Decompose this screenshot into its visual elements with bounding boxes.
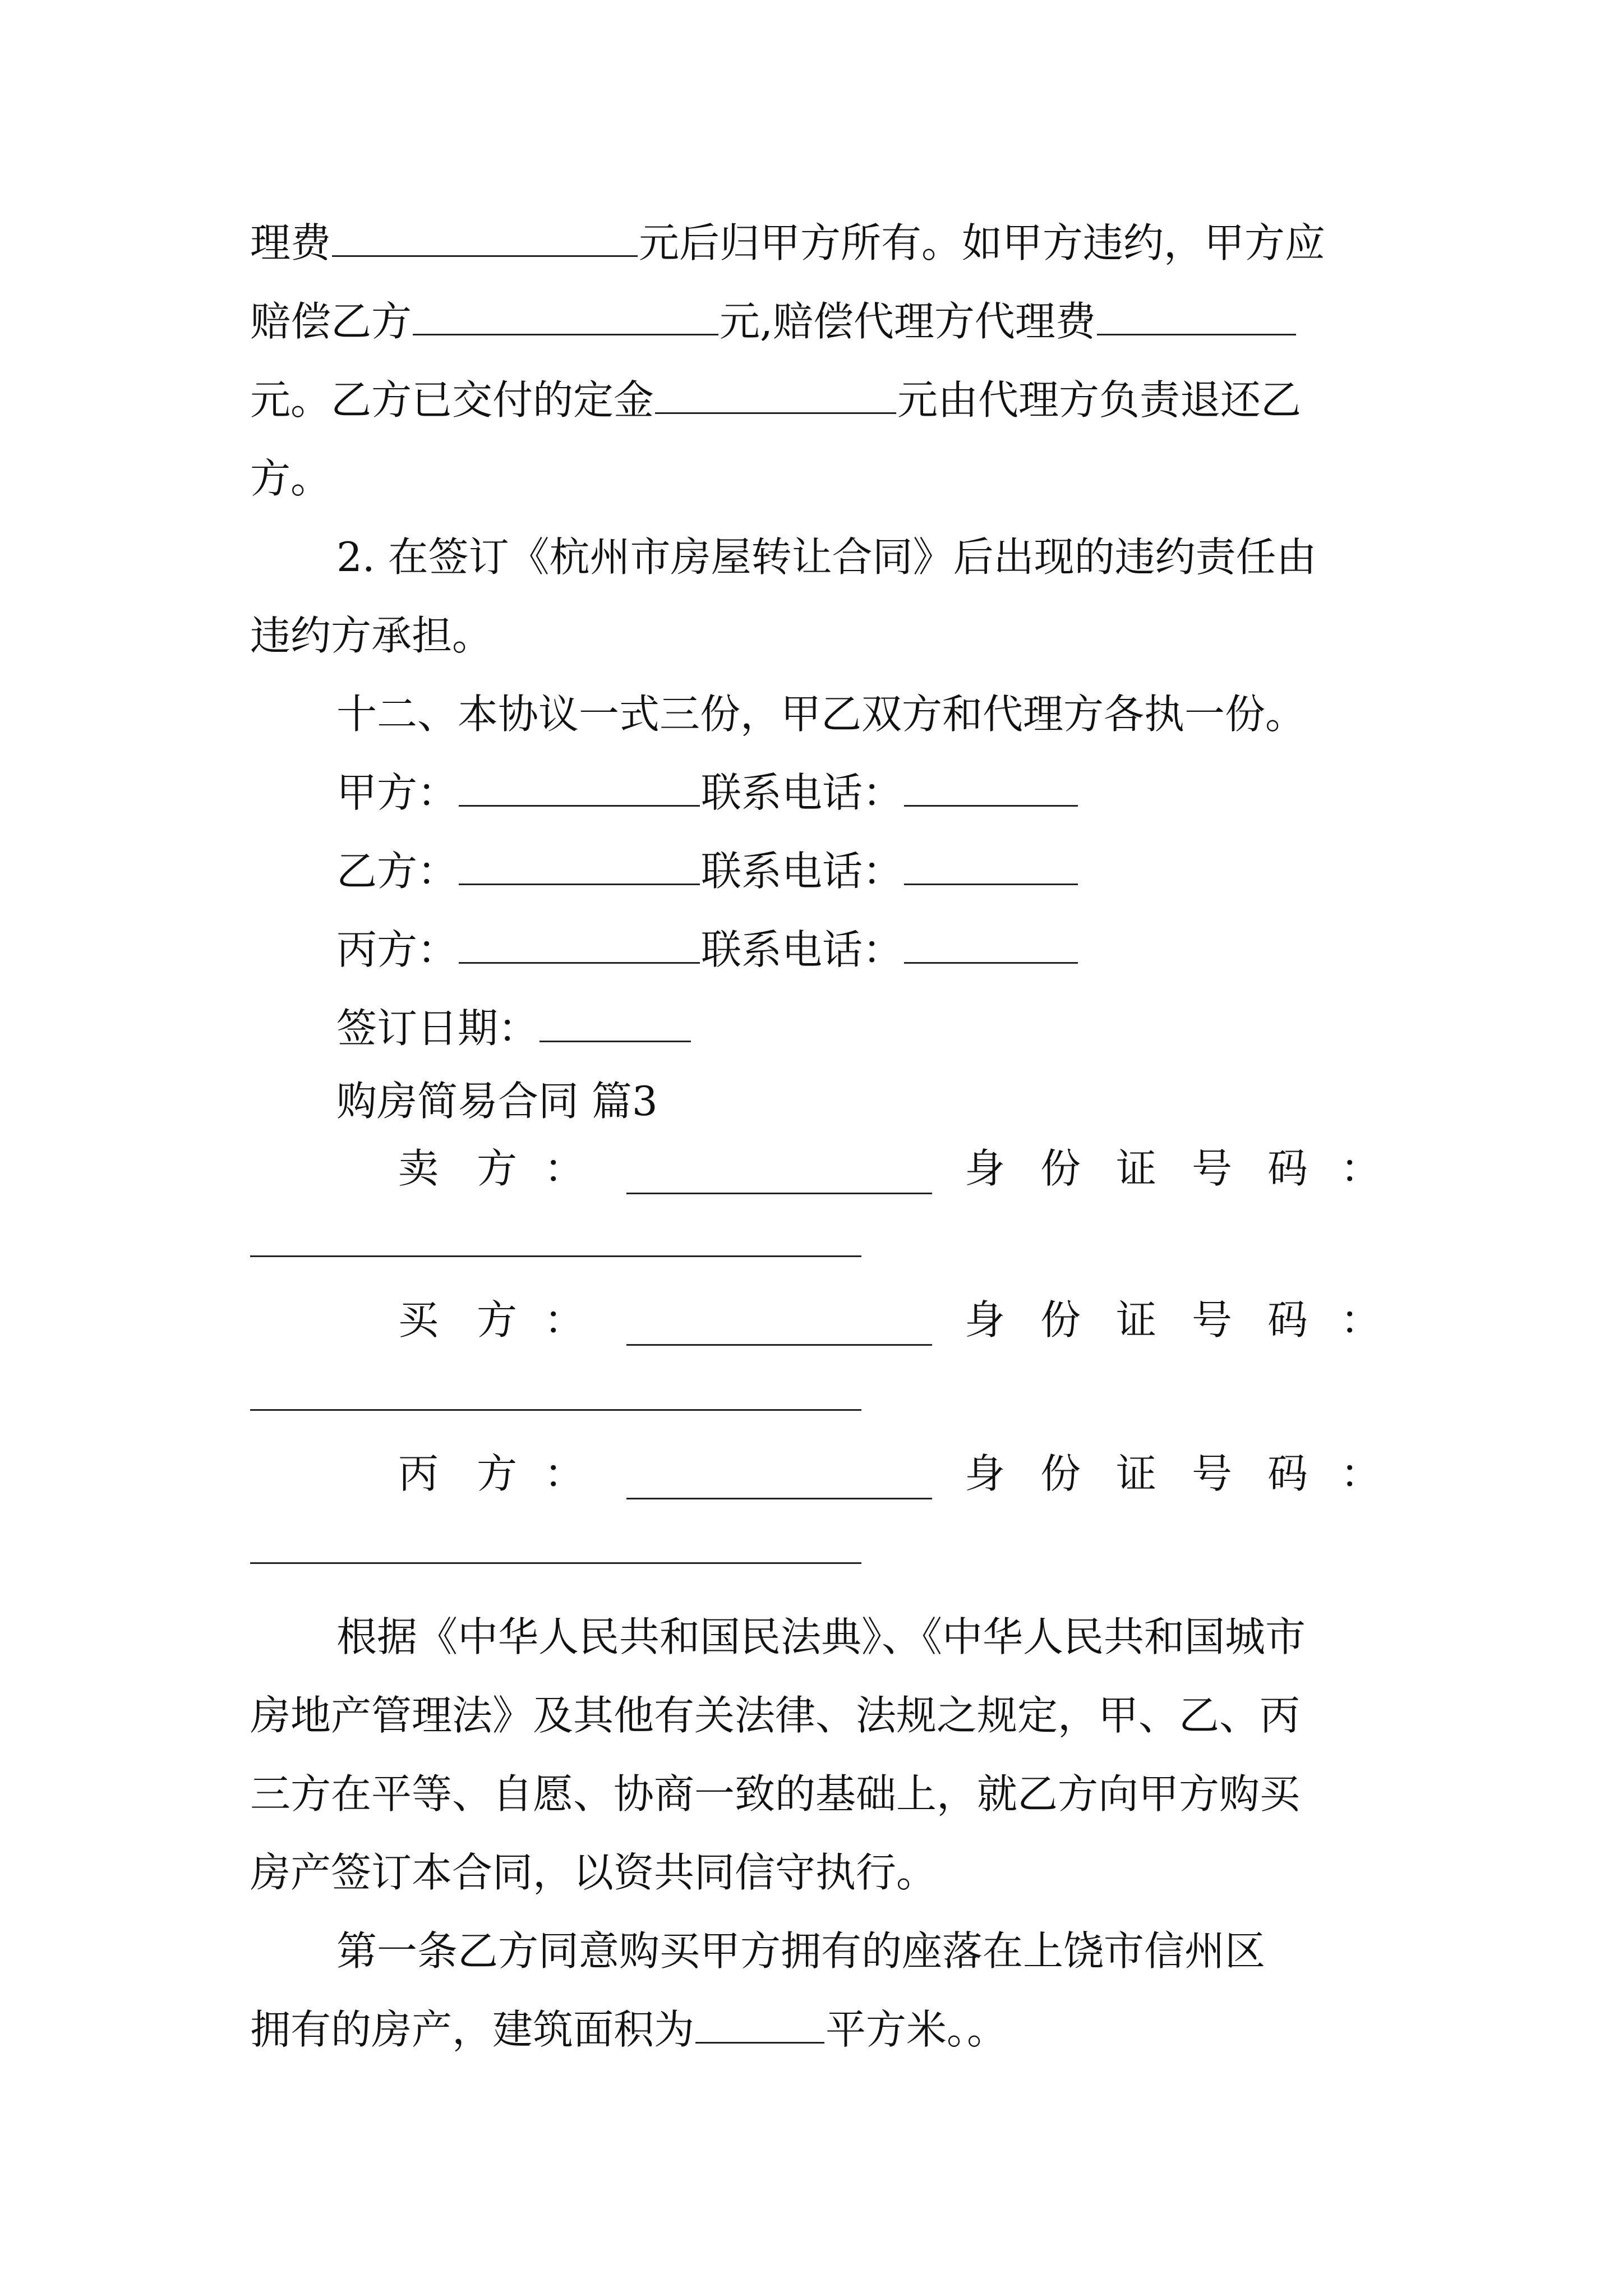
blank-field [655,378,896,414]
para4-line4 [250,1842,937,1903]
blank-field [413,299,718,335]
id-row-char: 方 [477,1450,518,1497]
para4-line3 [250,1763,1300,1825]
id-number-blank [250,1255,861,1257]
phone-label: 联系电话： [701,769,903,816]
id-number-blank [250,1562,861,1564]
text-fragment: 十二、本协议一式三份，甲乙双方和代理方各执一份。 [336,691,1306,738]
id-row-char: 证 [1116,1450,1157,1497]
phone-blank [904,849,1078,885]
para2-line1 [336,526,1317,588]
party-name-blank [459,927,700,964]
id-row-char: ： [1340,1296,1381,1343]
text-fragment: 方。 [250,455,331,502]
sign-date-row [336,997,692,1059]
text-fragment: 2. 在签订《杭州市房屋转让合同》后出现的违约责任由 [336,533,1317,581]
party-label: 丙方： [336,926,458,973]
phone-blank [904,770,1078,807]
id-row-char: ： [1340,1145,1381,1192]
area-blank [695,2007,824,2044]
id-row-char: 份 [1040,1296,1081,1343]
section-title [336,1070,658,1132]
text-fragment: 元,赔偿代理方代理费 [720,298,1096,345]
id-row-char: ： [544,1145,585,1192]
phone-blank [904,927,1078,964]
id-row-third-party [398,1443,1380,1504]
party-label: 乙方： [336,848,458,895]
text-fragment: 平方米。。 [826,2006,1008,2053]
para1-line3 [250,369,1301,431]
name-blank [626,1309,932,1346]
text-fragment: 赔偿乙方 [250,298,412,345]
id-row-char: 身 [965,1145,1006,1192]
id-row-char: 码 [1267,1296,1308,1343]
text-fragment: 房产签订本合同，以资共同信守执行。 [250,1849,937,1896]
text-fragment: 三方在平等、自愿、协商一致的基础上，就乙方向甲方购买 [250,1770,1301,1818]
id-row-char: 号 [1192,1296,1233,1343]
id-row-char: ： [1340,1450,1381,1497]
text-fragment: 购房简易合同 篇3 [336,1078,658,1125]
text-fragment: 违约方承担。 [250,612,493,659]
id-row-char: 身 [965,1296,1006,1343]
id-row-char: 方 [477,1296,518,1343]
text-fragment: 理费 [250,219,331,266]
party-name-blank [459,770,700,807]
para2-line2 [250,605,492,666]
text-fragment: 第一条乙方同意购买甲方拥有的座落在上饶市信州区 [336,1927,1266,1975]
sign-date-blank [540,1006,691,1042]
signer-row [336,762,1079,823]
id-row-char: 方 [477,1145,518,1192]
id-row-char: 码 [1267,1145,1308,1192]
id-row-char: 身 [965,1450,1006,1497]
id-row-char: 份 [1040,1450,1081,1497]
id-row-seller [398,1138,1380,1199]
id-row-char: 丙 [398,1450,439,1497]
text-fragment: 房地产管理法》及其他有关法律、法规之规定，甲、乙、丙 [250,1692,1301,1739]
id-row-char: ： [544,1296,585,1343]
phone-label: 联系电话： [701,926,903,973]
id-row-char: 证 [1116,1296,1157,1343]
id-row-char: 证 [1116,1145,1157,1192]
phone-label: 联系电话： [701,848,903,895]
para5-line2 [250,1999,1007,2060]
id-number-blank [250,1409,861,1411]
name-blank [626,1158,932,1194]
party-name-blank [459,849,700,885]
text-fragment: 拥有的房产，建筑面积为 [250,2006,695,2053]
para1-line4 [250,448,331,509]
id-row-char: 号 [1192,1450,1233,1497]
party-label: 甲方： [336,769,458,816]
para1-line2 [250,291,1297,352]
blank-field [1097,299,1296,335]
text-fragment: 元。乙方已交付的定金 [250,376,654,424]
id-row-char: 卖 [398,1145,439,1192]
blank-field [332,220,638,257]
text-fragment: 元由代理方负责退还乙 [897,376,1302,424]
para1-line1 [250,212,1325,274]
id-row-char: ： [544,1450,585,1497]
para5-line1 [336,1920,1265,1982]
id-row-char: 份 [1040,1145,1081,1192]
signer-row [336,840,1079,902]
id-row-buyer [398,1289,1380,1351]
clause-12 [336,683,1306,745]
text-fragment: 元后归甲方所有。如甲方违约，甲方应 [639,219,1326,266]
id-row-char: 号 [1192,1145,1233,1192]
para4-line2 [250,1685,1300,1746]
sign-date-label: 签订日期： [336,1005,539,1052]
id-row-char: 买 [398,1296,439,1343]
id-row-char: 码 [1267,1450,1308,1497]
signer-row [336,919,1079,981]
para4-line1 [336,1606,1306,1668]
name-blank [626,1463,932,1499]
text-fragment: 根据《中华人民共和国民法典》、《中华人民共和国城市 [336,1613,1306,1660]
